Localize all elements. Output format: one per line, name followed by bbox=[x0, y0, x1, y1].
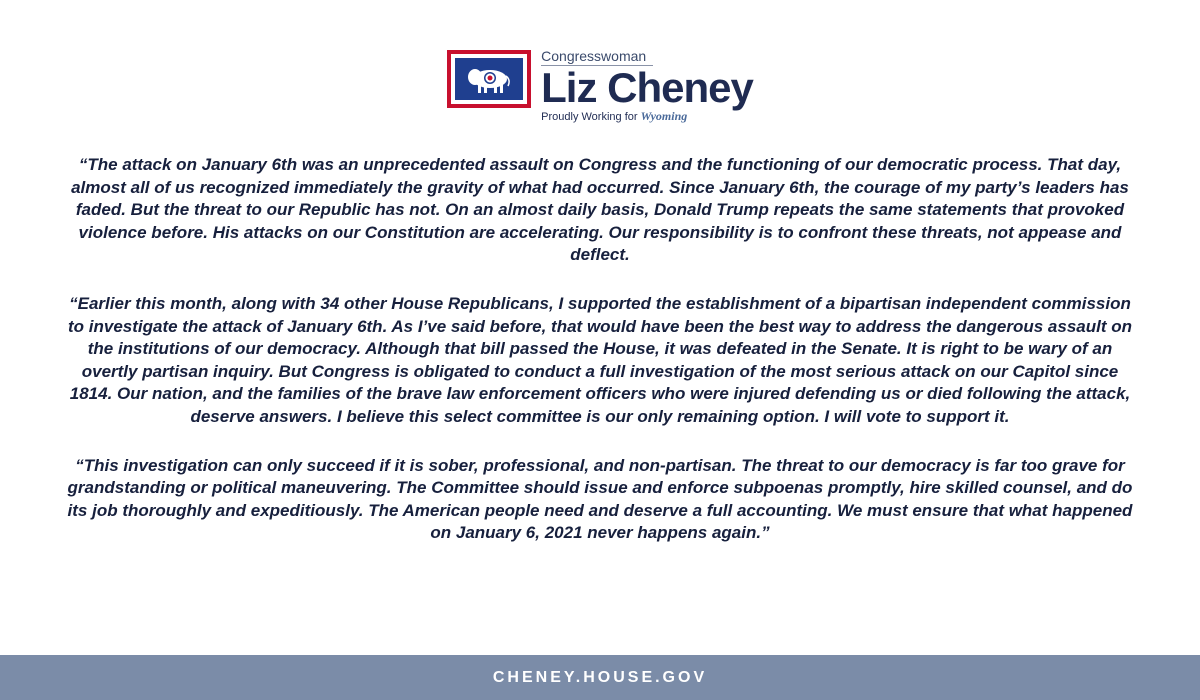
representative-name: Liz Cheney bbox=[541, 64, 753, 111]
website-url: CHENEY.HOUSE.GOV bbox=[492, 668, 708, 686]
state-name: Wyoming bbox=[640, 109, 688, 123]
footer-band bbox=[0, 655, 1200, 700]
statement-body bbox=[60, 154, 1140, 571]
logo-text bbox=[541, 48, 753, 124]
header bbox=[0, 48, 1200, 124]
quote-paragraph-2: “Earlier this month, along with 34 other House Republicans, I supported the establishment of a bipartisan independent commission to investigate the attack of January 6th. As I’ve said before, that would have been the best way to address the dangerous assault on the institutions of our democracy. Although that bill passed the House, it was defeated in the Senate. It is right to be wary of an overtly partisan inquiry. But Congress is obligated to conduct a full investigation of the most serious attack on our Capitol since 1814. Our nation, and the families of the brave law enforcement officers who were injured defending us or died following the attack, deserve answers. I believe this select committee is our only remaining option. I will vote to support it. bbox=[67, 293, 1133, 426]
title-prefix: Congresswoman bbox=[541, 48, 653, 66]
quote-paragraph-1: “The attack on January 6th was an unprecedented assault on Congress and the functioning of our democratic process. That day, almost all of us recognized immediately the gravity of what had occurred. Since January 6th, the courage of my party’s leaders has faded. But the threat to our Republic has not. On an almost daily basis, Donald Trump repeats the same statements that provoked violence before. His attacks on our Constitution are accelerating. Our responsibility is to confront these threats, not appease and deflect. bbox=[71, 155, 1129, 265]
tagline-text: Proudly Working for bbox=[541, 111, 638, 123]
quote-paragraph-3: “This investigation can only succeed if it is sober, professional, and non-partisan. The threat to our democracy is far too grave for grandstanding or political maneuvering. The Committee should issue and enforce subpoenas promptly, hire skilled counsel, and do its job thoroughly and expeditiously. The American people need and deserve a full accounting. We must ensure that what happened on January 6, 2021 never happens again.” bbox=[67, 455, 1133, 543]
wyoming-flag-icon bbox=[447, 50, 531, 108]
tagline bbox=[541, 109, 753, 124]
logo bbox=[447, 48, 753, 124]
